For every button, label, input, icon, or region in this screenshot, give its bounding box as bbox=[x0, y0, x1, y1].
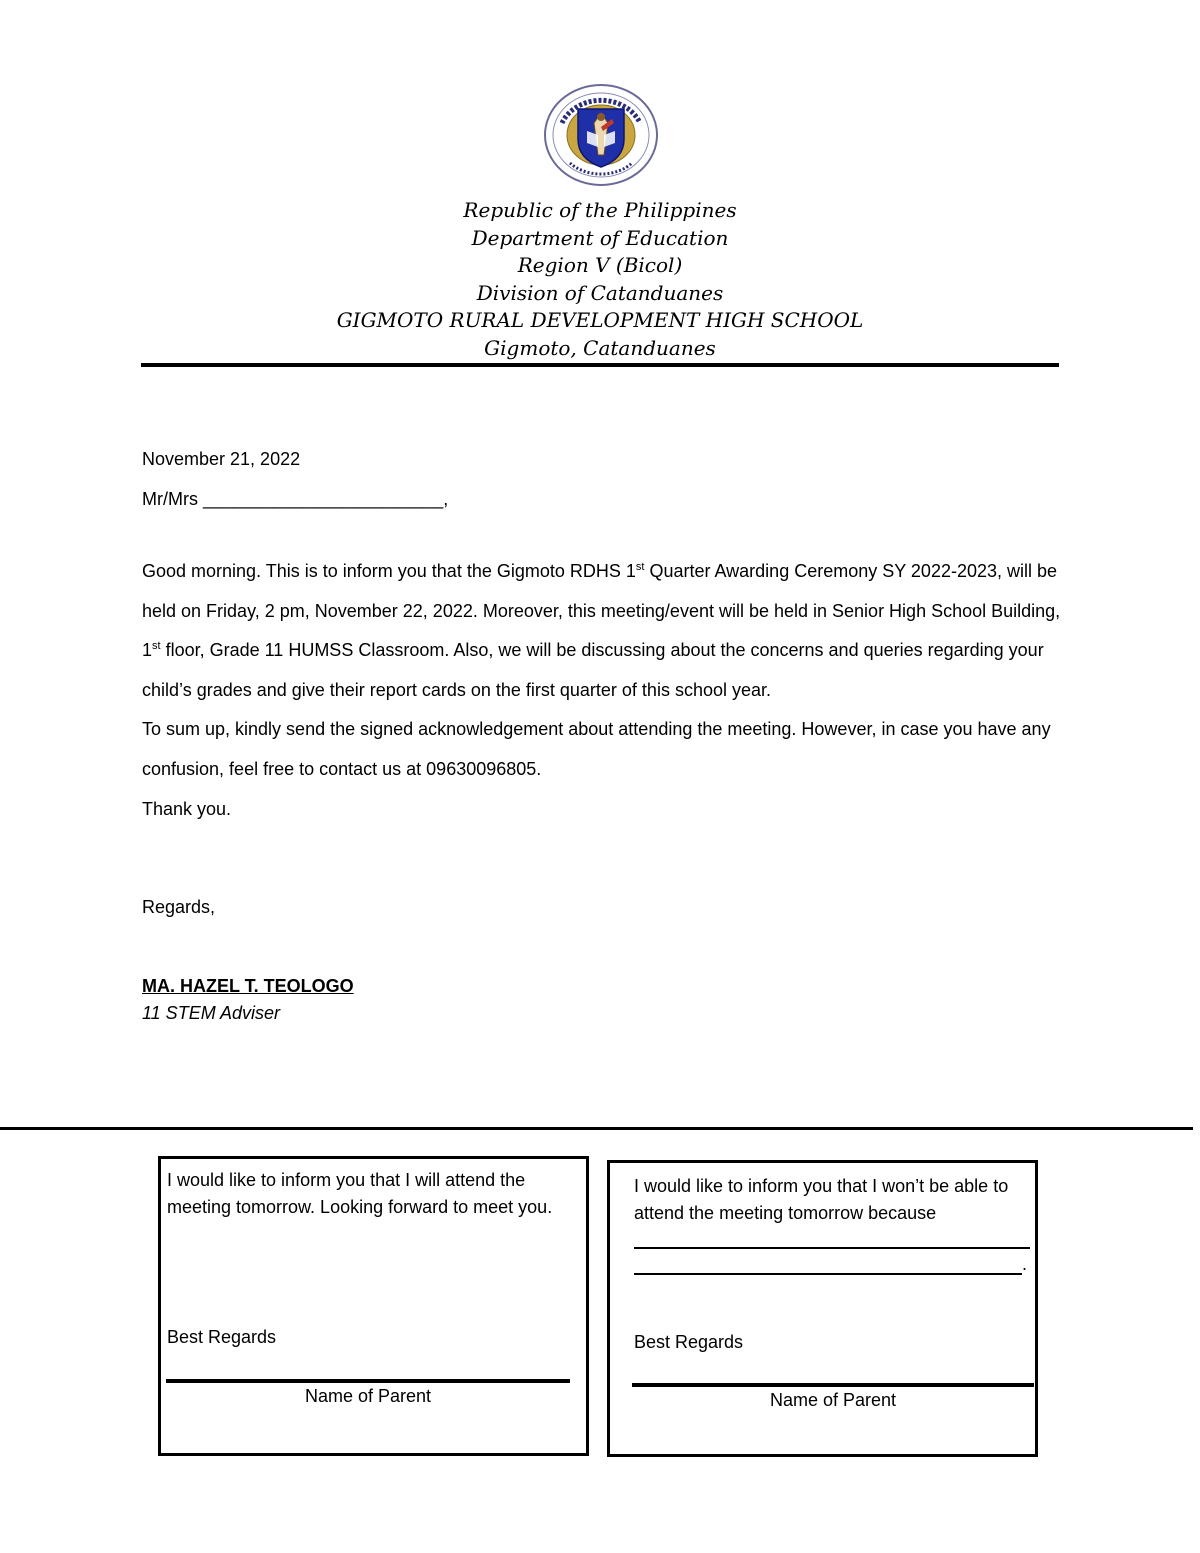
reply-slip-decline bbox=[607, 1160, 1038, 1457]
header-location: Gigmoto, Catanduanes bbox=[484, 335, 716, 360]
reason-blank-line-2[interactable] bbox=[634, 1273, 1022, 1275]
p1-part-a: Good morning. This is to inform you that the Gigmoto RDHS 1 bbox=[142, 561, 636, 581]
reply-slip-attend bbox=[158, 1156, 589, 1456]
p1-part-c: floor, Grade 11 HUMSS Classroom. Also, we will be discussing about the concerns and queries regarding your child’s grades and give their report cards on the first quarter of this school year. bbox=[142, 640, 1044, 700]
letter-paragraph-3: Thank you. bbox=[142, 798, 232, 819]
reason-period: . bbox=[1022, 1254, 1028, 1274]
header-division: Division of Catanduanes bbox=[476, 280, 724, 305]
p1-sup-b: st bbox=[152, 640, 161, 653]
reply-decline-text: I would like to inform you that I won’t be able to attend the meeting tomorrow because bbox=[634, 1176, 1009, 1223]
reply-attend-signature-label: Name of Parent bbox=[304, 1386, 432, 1406]
letter-date: November 21, 2022 bbox=[142, 449, 301, 469]
p1-sup-a: st bbox=[635, 561, 645, 573]
deped-seal-logo bbox=[542, 83, 660, 187]
letter-salutation: Mr/Mrs ________________________, bbox=[142, 489, 449, 509]
header-divider bbox=[141, 363, 1059, 367]
header-department: Department of Education bbox=[471, 225, 729, 250]
header-region: Region V (Bicol) bbox=[517, 253, 683, 278]
letter-paragraph-1 bbox=[142, 552, 1062, 710]
reply-attend-text: I would like to inform you that I will attend the meeting tomorrow. Looking forward to meet you. bbox=[167, 1170, 553, 1217]
reason-blank-line-1[interactable] bbox=[634, 1247, 1030, 1249]
reply-decline-signature-label: Name of Parent bbox=[769, 1390, 897, 1410]
signer-role: 11 STEM Adviser bbox=[142, 1003, 281, 1023]
header-school: GIGMOTO RURAL DEVELOPMENT HIGH SCHOOL bbox=[336, 308, 864, 333]
deped-seal-icon bbox=[542, 83, 660, 187]
letter-paragraph-2: To sum up, kindly send the signed acknowledgement about attending the meeting. However, in case you have any confusion, feel free to contact us at 09630096805. bbox=[142, 719, 1051, 779]
letter-closing: Regards, bbox=[142, 897, 216, 917]
reply-decline-closing: Best Regards bbox=[634, 1332, 744, 1352]
header-country: Republic of the Philippines bbox=[463, 198, 737, 222]
signer-name: MA. HAZEL T. TEOLOGO bbox=[142, 976, 354, 996]
reply-attend-closing: Best Regards bbox=[167, 1327, 277, 1347]
p1-part-b: Quarter Awarding Ceremony SY 2022-2023, will be held on Friday, 2 pm, November 22, 2022. Moreover, this meeting/event will be held in Senior High School Building, 1 bbox=[142, 561, 1061, 661]
letterhead bbox=[140, 197, 1060, 363]
letter-body bbox=[142, 552, 1062, 829]
cut-line-divider bbox=[0, 1127, 1193, 1130]
